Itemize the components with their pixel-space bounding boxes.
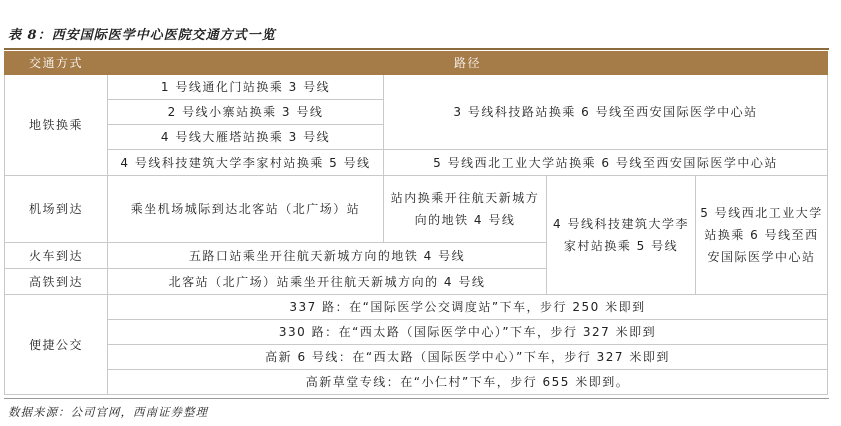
- train-route: 五路口站乘坐开往航天新城方向的地铁 4 号线: [108, 243, 547, 269]
- table-row: [5, 345, 828, 370]
- bus-route-4: 高新草堂专线：在“小仁村”下车，步行 655 米即到。: [108, 370, 828, 395]
- table-row: [5, 370, 828, 395]
- transport-table: [4, 51, 828, 395]
- airport-label: 机场到达: [5, 176, 108, 243]
- subway-route-1: 1 号线通化门站换乘 3 号线: [108, 75, 384, 100]
- bus-route-2: 330 路：在“西太路（国际医学中心）”下车，步行 327 米即到: [108, 320, 828, 345]
- shared-final: 5 号线西北工业大学站换乘 6 号线至西安国际医学中心站: [696, 176, 828, 295]
- source-note: 数据来源：公司官网，西南证券整理: [8, 405, 208, 419]
- shared-transfer: 4 号线科技建筑大学李家村站换乘 5 号线: [547, 176, 696, 295]
- airport-transfer: 站内换乘开往航天新城方向的地铁 4 号线: [384, 176, 547, 243]
- highspeed-label: 高铁到达: [5, 269, 108, 295]
- table-row: [5, 150, 828, 176]
- table-row: [5, 75, 828, 100]
- table-row: [5, 320, 828, 345]
- table-row: [5, 295, 828, 320]
- highspeed-route: 北客站（北广场）站乘坐开往航天新城方向的 4 号线: [108, 269, 547, 295]
- subway-route-4: 4 号线科技建筑大学李家村站换乘 5 号线: [108, 150, 384, 176]
- bottom-rule: [4, 398, 829, 399]
- bus-label: 便捷公交: [5, 295, 108, 395]
- title-rule: [4, 48, 829, 50]
- airport-route: 乘坐机场城际到达北客站（北广场）站: [108, 176, 384, 243]
- header-route: 路径: [108, 52, 828, 75]
- subway-label: 地铁换乘: [5, 75, 108, 176]
- table-row: [5, 176, 828, 243]
- bus-route-1: 337 路：在“国际医学公交调度站”下车，步行 250 米即到: [108, 295, 828, 320]
- header-row: [5, 52, 828, 75]
- subway-route-3: 4 号线大雁塔站换乘 3 号线: [108, 125, 384, 150]
- subway-dest-1: 3 号线科技路站换乘 6 号线至西安国际医学中心站: [384, 75, 828, 150]
- train-label: 火车到达: [5, 243, 108, 269]
- subway-dest-2: 5 号线西北工业大学站换乘 6 号线至西安国际医学中心站: [384, 150, 828, 176]
- subway-route-2: 2 号线小寨站换乘 3 号线: [108, 100, 384, 125]
- bus-route-3: 高新 6 号线：在“西太路（国际医学中心）”下车，步行 327 米即到: [108, 345, 828, 370]
- table-title: 表 8：西安国际医学中心医院交通方式一览: [8, 28, 276, 43]
- header-mode: 交通方式: [5, 52, 108, 75]
